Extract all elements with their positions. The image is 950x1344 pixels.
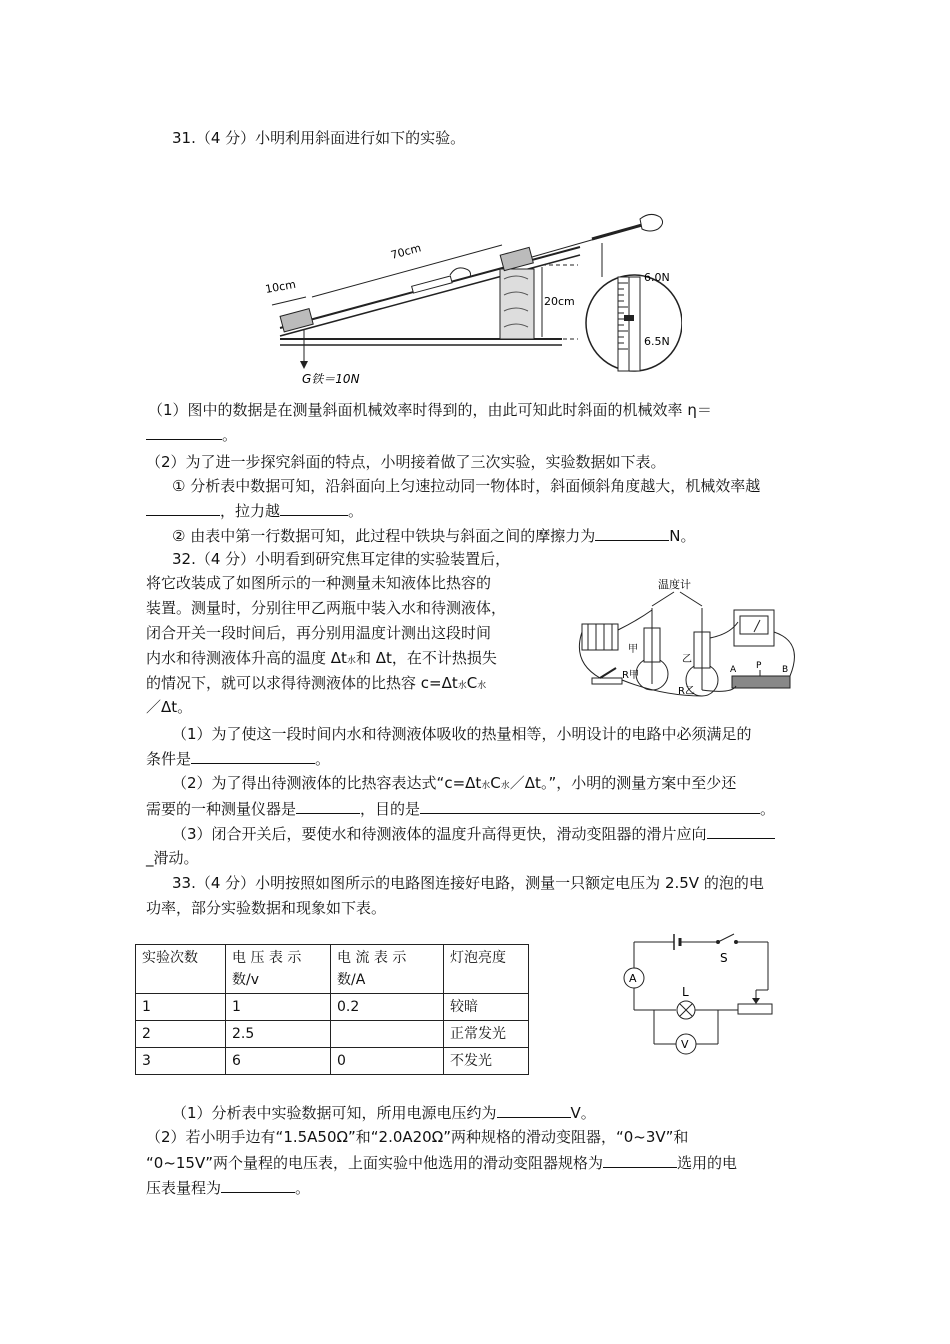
table-header-row (136, 945, 529, 994)
q32-part2-a: （2）为了得出待测液体的比热容表达式“c=Δt (172, 774, 482, 792)
flask-jia-label: 甲 (628, 644, 638, 655)
table-row (136, 994, 529, 1021)
weight-label: G铁＝10N (302, 372, 360, 386)
q31-part2-1-answer-line (146, 499, 363, 522)
dim-70cm: 70cm (389, 241, 423, 262)
q32-part1-c: 。 (315, 750, 331, 768)
q31-part1-answer-line (146, 423, 237, 446)
answer-blank-rheostat-spec[interactable] (603, 1151, 677, 1168)
table-cell: 2.5 (226, 1021, 331, 1048)
q32-line5 (146, 647, 497, 672)
dim-10cm: 10cm (264, 277, 297, 296)
q31-part2-2-text: ② 由表中第一行数据可知，此过程中铁块与斜面之间的摩擦力为 (172, 527, 596, 545)
q32-line5-a: 内水和待测液体升高的温度 Δt (146, 649, 347, 667)
q33-data-table (135, 944, 529, 1075)
q32-part3 (172, 822, 775, 845)
q32-line5-b: 和 Δt，在不计热损失 (355, 649, 497, 667)
switch-label: S (720, 951, 728, 965)
table-cell: 正常发光 (444, 1021, 529, 1048)
q33-part2-line3 (146, 1176, 310, 1199)
table-cell: 0 (331, 1048, 444, 1075)
header-voltage-a: 电 压 表 示 (232, 950, 302, 966)
scale-top-label: 6.0N (644, 271, 670, 284)
q31-part1-text: （1）图中的数据是在测量斜面机械效率时得到的，由此可知此时斜面的机械效率 η＝ (148, 401, 712, 419)
table-cell: 1 (226, 994, 331, 1021)
q32-part2-d: 需要的一种测量仪器是 (146, 800, 297, 818)
q32-line6-a: 的情况下，就可以求得待测液体的比热容 c=Δt (146, 674, 458, 692)
table-header-cell: 灯泡亮度 (444, 945, 529, 994)
q32-part2-f: 。 (760, 800, 776, 818)
q32-part2-sub2: 水 (500, 781, 510, 791)
q32-part3-end: _滑动。 (146, 849, 199, 867)
q31-part2-2-unit: N。 (669, 527, 696, 545)
q32-part1-answer-line (146, 747, 330, 770)
table-cell: 0.2 (331, 994, 444, 1021)
table-cell: 6 (226, 1048, 331, 1075)
answer-blank-slider-direction[interactable] (707, 822, 775, 839)
q32-part2-e: ，目的是 (360, 800, 421, 818)
answer-blank-purpose[interactable] (420, 797, 760, 814)
table-cell: 3 (136, 1048, 226, 1075)
q32-part3-a: （3）闭合开关后，要使水和待测液体的温度升高得更快，滑动变阻器的滑片应向 (172, 825, 707, 843)
q32-line2: 将它改装成了如图所示的一种测量未知液体比热容的 (146, 574, 492, 592)
answer-blank-circuit-condition[interactable] (191, 747, 315, 764)
q32-line5-sub: 水 (346, 656, 356, 666)
q33-line2: 功率，部分实验数据和现象如下表。 (146, 899, 387, 917)
q32-line1: 32.（4 分）小明看到研究焦耳定律的实验装置后， (172, 550, 511, 568)
lamp-circuit-diagram (618, 932, 788, 1062)
thermometer-label: 温度计 (658, 578, 691, 591)
incline-experiment-figure (262, 205, 682, 390)
table-row (136, 1021, 529, 1048)
r-jia-label: R甲 (622, 670, 639, 681)
q32-part2-answer-line (146, 797, 775, 820)
voltmeter-label: V (681, 1038, 689, 1051)
table-row (136, 1048, 529, 1075)
dim-20cm: 20cm (544, 295, 575, 308)
table-cell (331, 1021, 444, 1048)
q32-line4: 闭合开关一段时间后，再分别用温度计测出这段时间 (146, 624, 492, 642)
answer-blank-force-trend[interactable] (280, 499, 348, 516)
answer-blank-instrument[interactable] (296, 797, 360, 814)
q32-part1-b: 条件是 (146, 750, 192, 768)
answer-blank-supply-voltage[interactable] (497, 1101, 571, 1118)
table-header-cell (331, 945, 444, 994)
q32-part1: （1）为了使这一段时间内水和待测液体吸收的热量相等，小明设计的电路中必须满足的 (172, 725, 752, 743)
q31-part2-1-end: 。 (348, 502, 364, 520)
heat-capacity-apparatus-figure (570, 572, 810, 702)
answer-blank-efficiency-trend[interactable] (146, 499, 220, 516)
scale-bottom-label: 6.5N (644, 335, 670, 348)
q33-part1 (172, 1101, 596, 1124)
answer-blank-friction[interactable] (595, 524, 669, 541)
rheostat-p-label: P (756, 661, 762, 671)
table-cell: 不发光 (444, 1048, 529, 1075)
table-cell: 较暗 (444, 994, 529, 1021)
q32-line6-sub2: 水 (477, 681, 487, 691)
lamp-label: L (682, 985, 689, 999)
ammeter-label: A (629, 972, 637, 985)
r-yi-label: R乙 (678, 686, 695, 697)
q31-part2-2 (172, 524, 695, 547)
q33-part2-c: 选用的电 (677, 1154, 738, 1172)
q33-part1-b: V。 (570, 1104, 596, 1122)
table-cell: 2 (136, 1021, 226, 1048)
rheostat-b-label: B (782, 665, 789, 675)
rheostat-a-label: A (730, 665, 737, 675)
header-current-a: 电 流 表 示 (337, 950, 407, 966)
q33-part2-d: 压表量程为 (146, 1179, 222, 1197)
q31-part2: （2）为了进一步探究斜面的特点，小明接着做了三次实验，实验数据如下表。 (146, 453, 666, 471)
q32-part2-c: ／Δt。”，小明的测量方案中至少还 (509, 774, 737, 792)
q33-part2-line2 (146, 1151, 737, 1174)
q32-part2 (172, 772, 736, 797)
q32-line7: ／Δt。 (146, 698, 193, 716)
header-current-b: 数/A (337, 972, 366, 988)
q31-part1-line (148, 399, 712, 421)
answer-blank-efficiency[interactable] (146, 423, 222, 440)
header-voltage-b: 数/v (232, 972, 260, 988)
q32-line6-c: C (466, 674, 478, 692)
q32-part2-b: C (490, 774, 501, 792)
q33-part2: （2）若小明手边有“1.5A50Ω”和“2.0A20Ω”两种规格的滑动变阻器，“0~3V”和 (146, 1128, 689, 1146)
q31-part2-1: ① 分析表中数据可知，沿斜面向上匀速拉动同一物体时，斜面倾斜角度越大，机械效率越 (172, 477, 761, 495)
q33-part1-a: （1）分析表中实验数据可知，所用电源电压约为 (172, 1104, 497, 1122)
table-header-cell: 实验次数 (136, 945, 226, 994)
q33-part2-b: “0~15V”两个量程的电压表，上面实验中他选用的滑动变阻器规格为 (146, 1154, 604, 1172)
q31-part2-1-mid: ，拉力越 (220, 502, 281, 520)
q33-part2-e: 。 (295, 1179, 311, 1197)
table-header-cell (226, 945, 331, 994)
q31-header: 31.（4 分）小明利用斜面进行如下的实验。 (172, 129, 466, 147)
flask-yi-label: 乙 (682, 654, 692, 665)
q32-line6 (146, 672, 486, 697)
table-cell: 1 (136, 994, 226, 1021)
answer-blank-voltmeter-range[interactable] (221, 1176, 295, 1193)
q32-part2-sub1: 水 (481, 781, 491, 791)
q32-line3: 装置。测量时，分别往甲乙两瓶中装入水和待测液体， (146, 599, 507, 617)
q31-part1-end: 。 (222, 426, 238, 444)
q32-line6-sub1: 水 (457, 681, 467, 691)
q33-line1: 33.（4 分）小明按照如图所示的电路图连接好电路，测量一只额定电压为 2.5V 的泡的电 (172, 874, 764, 892)
